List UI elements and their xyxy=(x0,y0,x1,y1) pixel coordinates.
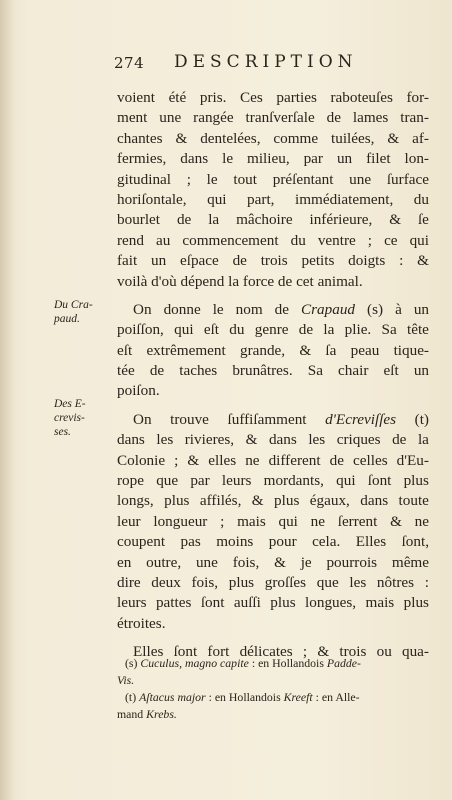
margin-note-line: Des E- xyxy=(54,398,86,410)
text-line: poiſſon, qui eſt du genre de la plie. Sa tête xyxy=(117,321,429,339)
paragraph-ecrevisses xyxy=(117,410,429,634)
margin-note-line: paud. xyxy=(54,313,80,325)
text-line: eſt extrêmement grande, & ſa peau tiquе- xyxy=(117,341,429,359)
footnote-line: (s) Cuculus, magno capite : en Hollandois Padde- xyxy=(125,656,361,670)
text-line: voilà d'où dépend la force de cet animal. xyxy=(117,272,363,290)
text-line: chantes & dentelées, comme tuilées, & af- xyxy=(117,129,429,147)
footnote-t xyxy=(117,689,429,723)
paragraph-continuation xyxy=(117,88,429,292)
text-line: fermies, dans le milieu, par un filet lon- xyxy=(117,150,429,168)
text-line: dans les rivieres, & dans les criques de la xyxy=(117,431,429,449)
text-line: rope que par leurs mordants, qui ſont plus xyxy=(117,472,429,490)
text-line: fait un eſpace de trois petits doigts : & xyxy=(117,252,429,270)
footnote-line: Vis. xyxy=(117,673,135,687)
text-line: bourlet de la mâchoire inférieure, & ſe xyxy=(117,211,429,229)
text-line: ment une rangée tranſverſale de lames tran- xyxy=(117,109,429,127)
text-line: Colonie ; & elles ne different de celles d'Eu- xyxy=(117,451,429,469)
footnotes xyxy=(117,655,429,723)
text-line: longs, plus affilés, & plus égaux, dans toute xyxy=(117,492,429,510)
text-line: On donne le nom de Crapaud (s) à un xyxy=(133,300,429,318)
margin-note-line: Du Cra- xyxy=(54,299,93,311)
margin-note-ecrevisses xyxy=(54,397,112,439)
text-line: étroites. xyxy=(117,614,166,632)
text-line: rend au commencement du ventre ; ce qui xyxy=(117,231,429,249)
margin-note-crapaud xyxy=(54,298,112,326)
text-line: poiſon. xyxy=(117,382,160,400)
text-line: horiſontale, qui part, immédiatement, du xyxy=(117,190,429,208)
text-line: leur longueur ; mais qui ne ſerrent & ne xyxy=(117,512,429,530)
footnote-line: mand Krebs. xyxy=(117,707,177,721)
text-line: coupent pas moins pour cela. Elles ſont, xyxy=(117,533,429,551)
running-head xyxy=(114,52,430,76)
margin-note-line: crevis- xyxy=(54,412,85,424)
text-line: leurs pattes ſont auſſi plus longues, mais plus xyxy=(117,594,429,612)
footnote-s xyxy=(117,655,429,689)
page-number: 274 xyxy=(114,54,145,72)
running-head-title: DESCRIPTION xyxy=(174,52,358,72)
spine-shadow xyxy=(0,0,14,800)
text-line: voient été pris. Ces parties raboteuſes for- xyxy=(117,89,429,106)
margin-note-line: ses. xyxy=(54,426,71,438)
body-text xyxy=(117,88,429,663)
text-line: On trouve ſuffiſamment d'Ecreviſſes (t) xyxy=(133,410,429,428)
text-line: en outre, une fois, & je pourrois même xyxy=(117,553,429,571)
text-line: Elles ſont fort délicates ; & trois ou qua- xyxy=(133,643,429,661)
text-line: gitudinal ; le tout préſentant une ſurface xyxy=(117,170,429,188)
text-line: dire deux fois, plus groſſes que les nôtres : xyxy=(117,573,429,591)
text-line: tée de taches brunâtres. Sa chair eſt un xyxy=(117,362,429,380)
footnote-line: (t) Aſtacus major : en Hollandois Kreeft : en Alle- xyxy=(125,690,360,704)
paragraph-crapaud xyxy=(117,300,429,402)
